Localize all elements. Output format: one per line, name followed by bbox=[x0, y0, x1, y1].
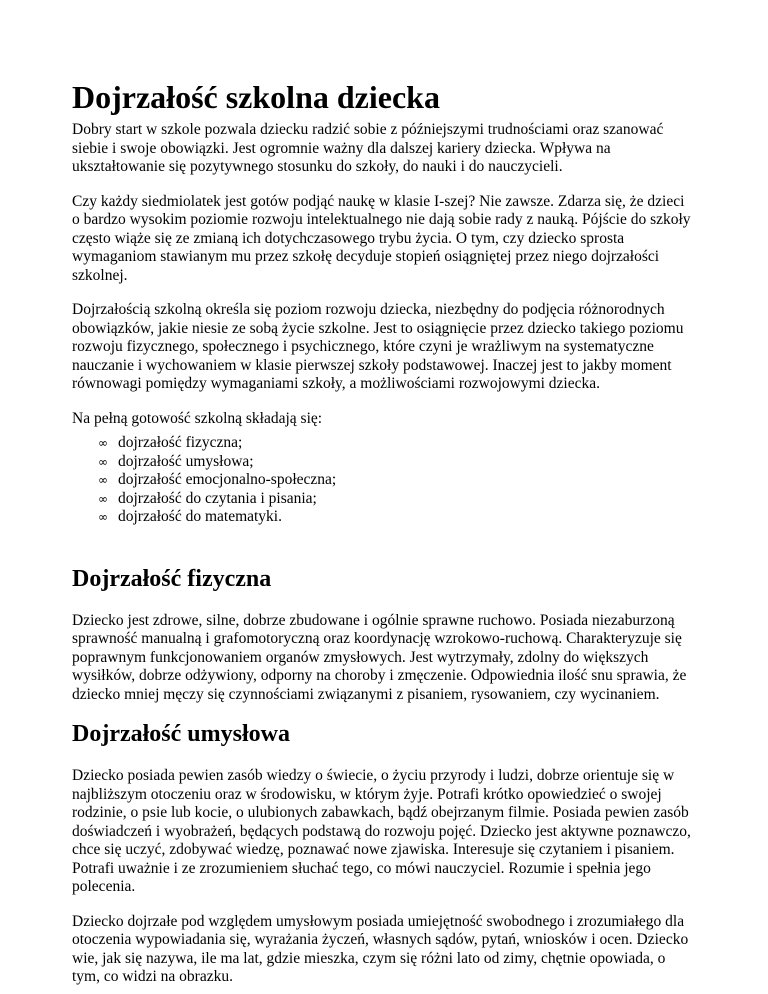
intro-paragraph-2: Czy każdy siedmiolatek jest gotów podjąć naukę w klasie I-szej? Nie zawsze. Zdarza się, że dzieci o bardzo wysokim poziomie rozwoju intelektualnego nie dają sobie rady z nauką. Pójście do szkoły często wiąże się ze zmianą ich dotychczasowego trybu życia. O tym, czy dziecko sprosta wymaganiom stawianym mu przez szkołę decyduje stopień osiągniętej przez niego dojrzałości szkolnej. bbox=[72, 192, 691, 284]
section-paragraph: Dziecko dojrzałe pod względem umysłowym posiada umiejętność swobodnego i zrozumiałego dla otoczenia wypowiadania się, wyrażania życzeń, własnych sądów, pytań, wniosków i ocen. Dziecko wie, jak się nazywa, ile ma lat, gdzie mieszka, czym się różni lato od zimy, chętnie opowiada, o tym, co widzi na obrazku. bbox=[72, 912, 689, 985]
bullet-icon: ∞ bbox=[98, 510, 108, 524]
section-physical bbox=[72, 565, 696, 705]
section-paragraph: Dziecko jest zdrowe, silne, dobrze zbudowane i ogólnie sprawne ruchowo. Posiada niezaburzoną sprawność manualną i grafomotoryczną oraz koordynację wzrokowo-ruchową. Charakteryzuje się poprawnym funkcjonowaniem organów zmysłowych. Jest wytrzymały, zdolny do większych wysiłków, dobrze odżywiony, odporny na choroby i zmęczenie. Odpowiednia ilość snu sprawia, że dziecko mniej męczy się czynnościami związanymi z pisaniem, rysowaniem, czy wycinaniem. bbox=[72, 611, 687, 703]
section-heading-physical: Dojrzałość fizyczna bbox=[72, 565, 272, 592]
section-mental bbox=[72, 720, 696, 987]
intro-paragraph-1: Dobry start w szkole pozwala dziecku radzić sobie z późniejszymi trudnościami oraz szanować siebie i swoje obowiązki. Jest ogromnie ważny dla dalszej kariery dziecka. Wpływa na ukształtowanie się pozytywnego stosunku do szkoły, do nauki i do nauczycieli. bbox=[72, 121, 664, 175]
section-heading-mental: Dojrzałość umysłowa bbox=[72, 721, 290, 747]
list-item-text: dojrzałość umysłowa; bbox=[118, 452, 254, 470]
page-title: Dojrzałość szkolna dziecka bbox=[72, 79, 440, 115]
list-item-text: dojrzałość emocjonalno-społeczna; bbox=[118, 471, 337, 488]
list-item-text: dojrzałość fizyczna; bbox=[118, 434, 243, 451]
intro-paragraph-3: Dojrzałością szkolną określa się poziom rozwoju dziecka, niezbędny do podjęcia różnorodnych obowiązków, jakie niesie ze sobą życie szkolne. Jest to osiągnięcie przez dziecko takiego poziomu rozwoju fizycznego, społecznego i psychicznego, które czyni je wrażliwym na systematyczne nauczanie i wychowaniem w klasie pierwszej szkoły podstawowej. Inaczej jest to jakby moment równowagi pomiędzy wymaganiami szkoły, a możliwościami rozwojowymi dziecka. bbox=[72, 301, 684, 392]
bullet-icon: ∞ bbox=[98, 436, 108, 450]
readiness-list bbox=[72, 434, 696, 527]
bullet-icon: ∞ bbox=[98, 491, 108, 506]
list-item bbox=[98, 471, 696, 490]
list-item bbox=[98, 508, 696, 527]
list-item bbox=[98, 453, 696, 472]
list-item bbox=[98, 434, 696, 453]
bullet-icon: ∞ bbox=[98, 454, 108, 469]
bullet-icon: ∞ bbox=[98, 473, 108, 487]
list-intro: Na pełną gotowość szkolną składają się: bbox=[72, 409, 323, 427]
section-paragraph: Dziecko posiada pewien zasób wiedzy o świecie, o życiu przyrody i ludzi, dobrze orientuje się w najbliższym otoczeniu oraz w środowisku, w którym żyje. Potrafi krótko opowiedzieć o swojej rodzinie, o psie lub kocie, o ulubionych zabawkach, bądź obejrzanym filmie. Posiada pewien zasób doświadczeń i wyobrażeń, będących podstawą do rozwoju pojęć. Dziecko jest aktywne poznawczo, chce się uczyć, zdobywać wiedzę, poznawać nowe zjawiska. Interesuje się czytaniem i pisaniem. Potrafi uważnie i ze zrozumieniem słuchać tego, co mówi nauczyciel. Rozumie i spełnia jego polecenia. bbox=[72, 767, 691, 895]
list-item bbox=[98, 490, 696, 509]
list-item-text: dojrzałość do matematyki. bbox=[118, 508, 282, 525]
list-item-text: dojrzałość do czytania i pisania; bbox=[118, 489, 317, 507]
